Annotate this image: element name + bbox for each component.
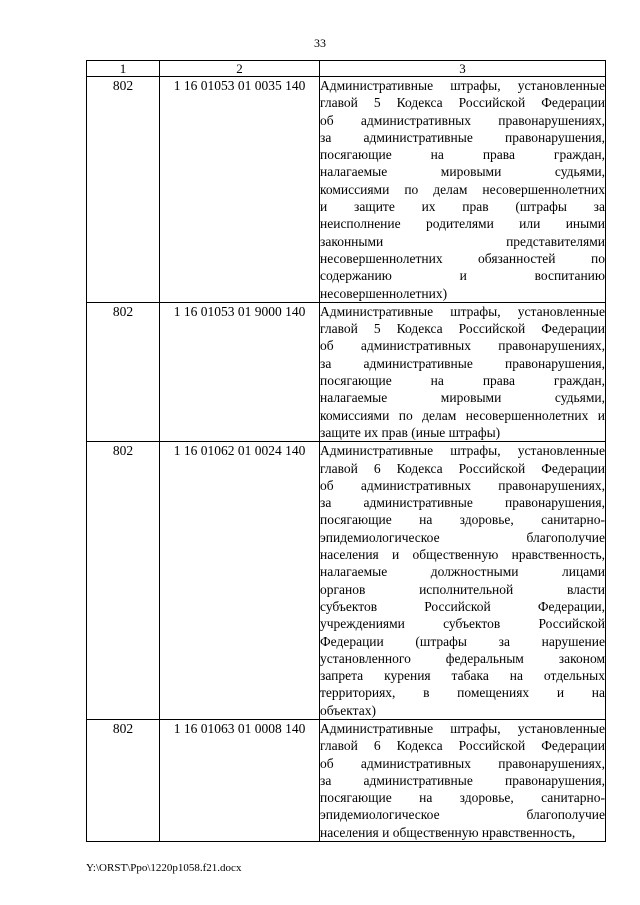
description-line: за административные правонарушения, [320, 495, 605, 511]
description-line: Административные штрафы, установленные [320, 303, 605, 319]
admin-code-cell: 802 [87, 719, 160, 841]
description-line: посягающие на права граждан, [320, 373, 605, 389]
kbk-code-cell: 1 16 01053 01 9000 140 [160, 302, 320, 441]
document-table [86, 60, 606, 842]
admin-code-cell: 802 [87, 77, 160, 303]
description-line: об административных правонарушениях, [320, 338, 605, 354]
description-line: налагаемые мировыми судьями, [320, 390, 605, 406]
description-line: посягающие на права граждан, [320, 147, 605, 163]
description-line: неисполнение родителями или иными [320, 216, 605, 232]
description-line: несовершеннолетних) [320, 285, 448, 301]
description-line: об административных правонарушениях, [320, 112, 605, 128]
description-line: законными представителями [320, 233, 605, 249]
description-line: за административные правонарушения, [320, 772, 605, 788]
table-row [87, 77, 606, 303]
description-line: главой 6 Кодекса Российской Федерации [320, 738, 605, 754]
header-col-3: 3 [320, 61, 606, 77]
table-row [87, 302, 606, 441]
description-line: за административные правонарушения, [320, 355, 605, 371]
description-line: населения и общественную нравственность, [320, 547, 605, 563]
description-line: и защите их прав (штрафы за [320, 199, 605, 215]
description-line: главой 5 Кодекса Российской Федерации [320, 95, 605, 111]
description-cell [320, 302, 606, 441]
admin-code-cell: 802 [87, 302, 160, 441]
description-line: защите их прав (иные штрафы) [320, 424, 501, 440]
description-line: об административных правонарушениях, [320, 477, 605, 493]
header-col-1: 1 [87, 61, 160, 77]
description-cell [320, 719, 606, 841]
description-line: посягающие на здоровье, санитарно- [320, 512, 605, 528]
description-line: за административные правонарушения, [320, 129, 605, 145]
description-line: территориях, в помещениях и на [320, 685, 605, 701]
page-number: 33 [314, 36, 326, 50]
description-line: посягающие на здоровье, санитарно- [320, 790, 605, 806]
description-line: главой 5 Кодекса Российской Федерации [320, 321, 605, 337]
file-path-footer: Y:\ORST\Ppo\1220p1058.f21.docx [86, 862, 242, 874]
description-line: органов исполнительной власти [320, 581, 605, 597]
table-header [87, 61, 606, 77]
description-line: субъектов Российской Федерации, [320, 598, 605, 614]
description-line: Административные штрафы, установленные [320, 720, 605, 736]
description-line: главой 6 Кодекса Российской Федерации [320, 460, 605, 476]
description-line: установленного федеральным законом [320, 650, 605, 666]
description-line: эпидемиологическое благополучие [320, 807, 605, 823]
description-line: учреждениями субъектов Российской [320, 616, 605, 632]
description-line: Административные штрафы, установленные [320, 78, 605, 93]
description-line: Федерации (штрафы за нарушение [320, 633, 605, 649]
description-line: комиссиями по делам несовершеннолетних и [320, 407, 605, 423]
description-cell [320, 77, 606, 303]
description-line: населения и общественную нравственность, [320, 824, 576, 840]
table-row [87, 719, 606, 841]
description-line: Административные штрафы, установленные [320, 443, 605, 459]
description-line: объектах) [320, 702, 376, 718]
description-line: содержанию и воспитанию [320, 268, 605, 284]
table-body [87, 77, 606, 842]
admin-code-cell: 802 [87, 442, 160, 720]
table-row [87, 442, 606, 720]
description-line: об административных правонарушениях, [320, 755, 605, 771]
kbk-code-cell: 1 16 01063 01 0008 140 [160, 719, 320, 841]
description-line: комиссиями по делам несовершеннолетних [320, 181, 605, 197]
description-line: налагаемые мировыми судьями, [320, 164, 605, 180]
description-line: эпидемиологическое благополучие [320, 529, 605, 545]
description-line: налагаемые должностными лицами [320, 564, 605, 580]
kbk-code-cell: 1 16 01053 01 0035 140 [160, 77, 320, 303]
description-line: несовершеннолетних обязанностей по [320, 250, 605, 266]
description-line: запрета курения табака на отдельных [320, 668, 605, 684]
header-col-2: 2 [160, 61, 320, 77]
description-cell [320, 442, 606, 720]
kbk-code-cell: 1 16 01062 01 0024 140 [160, 442, 320, 720]
